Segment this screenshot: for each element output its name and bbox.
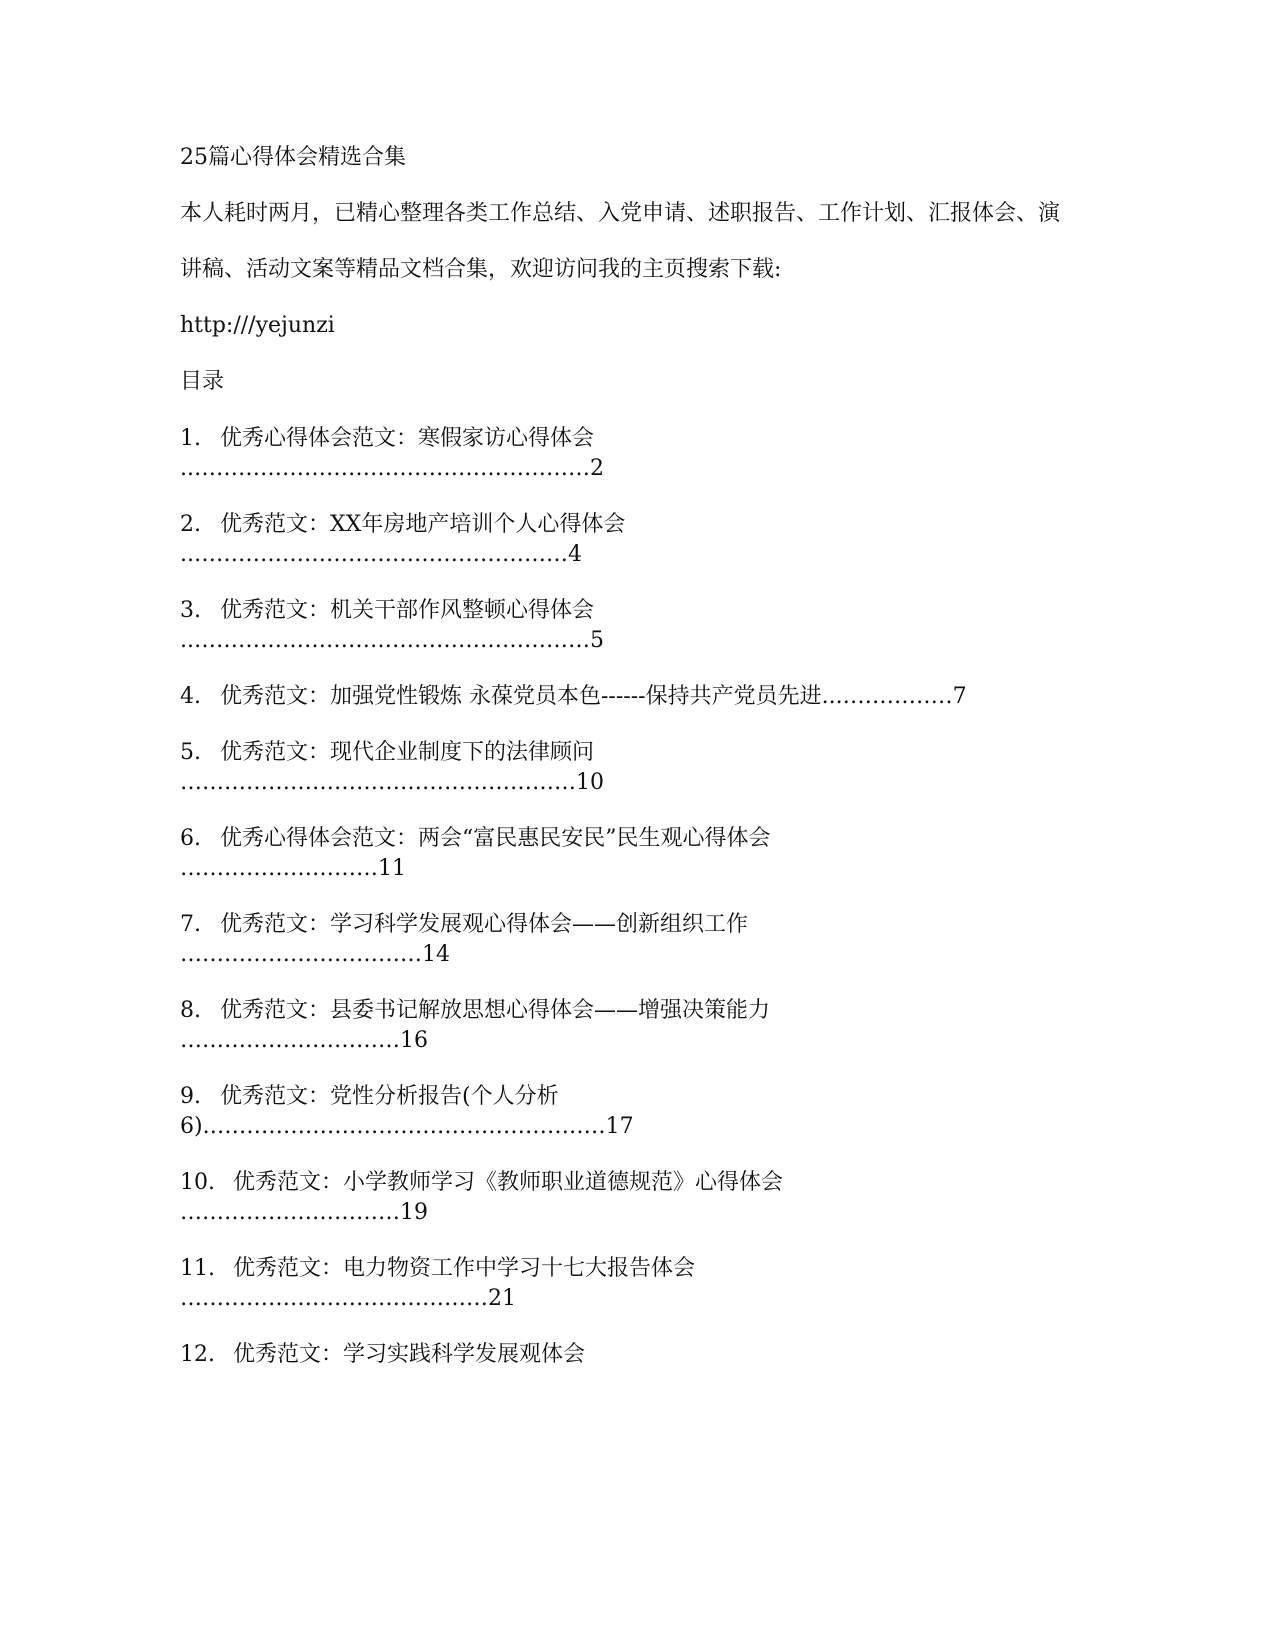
toc-number: 6. [180,826,201,851]
toc-title: 优秀范文：县委书记解放思想心得体会——增强决策能力 [220,998,771,1023]
toc-number: 11. [180,1256,215,1281]
intro-line-1: 本人耗时两月，已精心整理各类工作总结、入党申请、述职报告、工作计划、汇报体会、演 [180,201,1061,226]
toc-number: 3. [180,598,201,623]
toc-number: 9. [180,1084,201,1109]
toc-item-8 [180,996,1060,1056]
toc-item-12 [180,1340,1060,1370]
toc-item-6 [180,824,1060,884]
toc-leader: ..………………………………………………5 [180,628,604,653]
toc-title: 优秀范文：党性分析报告(个人分析 [220,1084,559,1109]
toc-leader: ………………………11 [180,856,406,881]
toc-leader: ………………………………………………10 [180,770,604,795]
toc-item-2 [180,510,1060,570]
toc-title: 优秀范文：机关干部作风整顿心得体会 [220,598,595,623]
toc-item-1 [180,424,1060,484]
homepage-url [180,311,1060,341]
intro-paragraph-2 [180,255,1060,285]
toc-title: 优秀范文：小学教师学习《教师职业道德规范》心得体会 [233,1170,784,1195]
toc-leader: ……………………………………21 [180,1286,516,1311]
toc-number: 8. [180,998,201,1023]
toc-number: 7. [180,912,201,937]
toc-number: 2. [180,512,201,537]
intro-paragraph [180,199,1060,229]
toc-title: 优秀范文：电力物资工作中学习十七大报告体会 [233,1256,696,1281]
toc-leader: ..………………………………………………2 [180,456,604,481]
toc-number: 1. [180,426,201,451]
toc-item-11 [180,1254,1060,1314]
toc-item-3 [180,596,1060,656]
toc-heading-text: 目录 [180,369,225,394]
toc-number: 5. [180,740,201,765]
toc-number: 4. [180,684,201,709]
toc-leader: …………………………16 [180,1028,428,1053]
toc-leader: ..……………………………………………4 [180,542,582,567]
intro-line-2: 讲稿、活动文案等精品文档合集，欢迎访问我的主页搜索下载: [180,257,782,282]
toc-title: 优秀范文：学习科学发展观心得体会——创新组织工作 [220,912,749,937]
toc-heading [180,367,1060,397]
document-page [180,143,1060,1396]
toc-leader: ……………………………14 [180,942,450,967]
document-title: 25篇心得体会精选合集 [180,145,406,170]
toc-leader: …………………………19 [180,1200,428,1225]
toc-item-5 [180,738,1060,798]
toc-item-10 [180,1168,1060,1228]
toc-item-4 [180,682,1060,712]
toc-item-7 [180,910,1060,970]
toc-title: 优秀心得体会范文：寒假家访心得体会 [220,426,595,451]
toc-number: 10. [180,1170,215,1195]
toc-leader: 6).………………………………………………17 [180,1114,634,1139]
table-of-contents [180,424,1060,1370]
toc-title: 优秀范文：学习实践科学发展观体会 [233,1342,586,1367]
toc-title: 优秀范文：XX年房地产培训个人心得体会 [220,512,626,537]
toc-title: 优秀范文：加强党性锻炼 永葆党员本色------保持共产党员先进...……………7 [220,684,967,709]
toc-item-9 [180,1082,1060,1142]
url-text: http:///yejunzi [180,313,335,338]
toc-title: 优秀范文：现代企业制度下的法律顾问 [220,740,595,765]
toc-title: 优秀心得体会范文：两会“富民惠民安民”民生观心得体会 [220,826,771,851]
toc-number: 12. [180,1342,215,1367]
